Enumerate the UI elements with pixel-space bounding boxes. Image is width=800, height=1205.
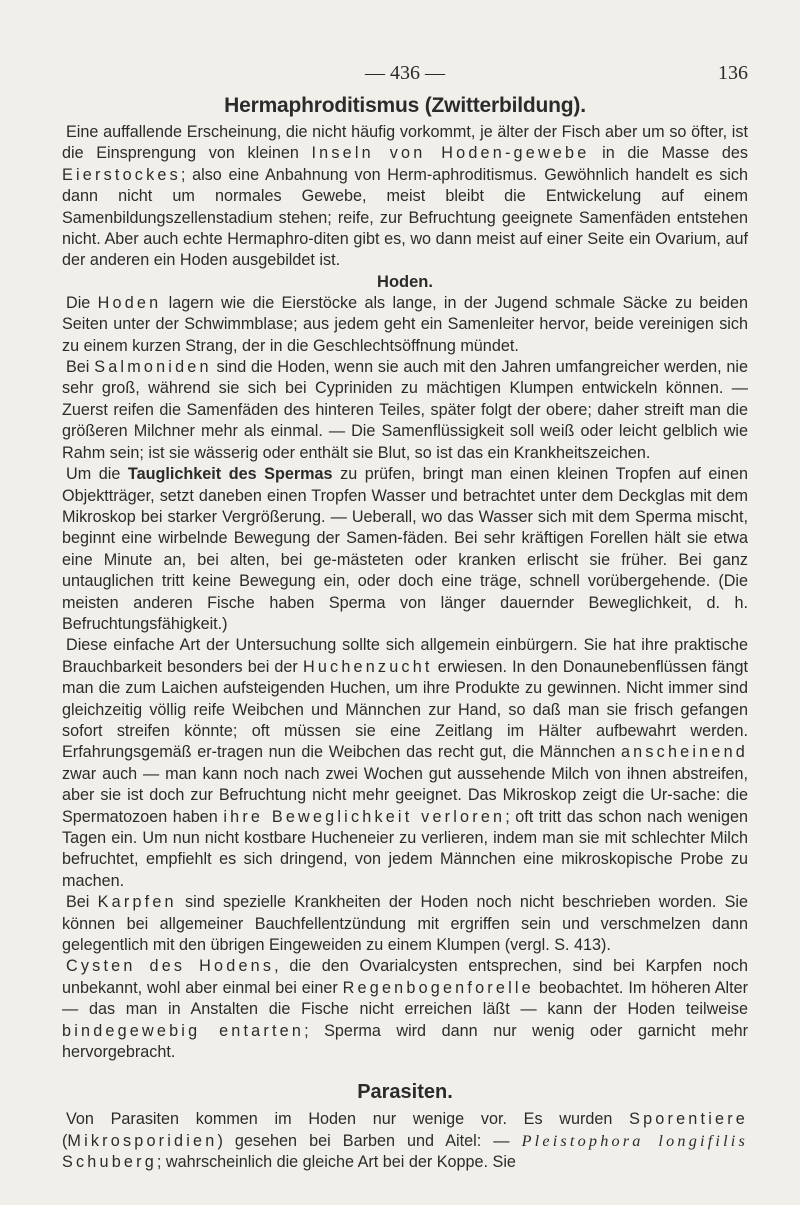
paragraph-cysten — [62, 956, 748, 1063]
spaced-term: Sporentiere — [629, 1110, 748, 1129]
text-run: ; also eine Anbahnung von Herm-aphroditismus. Gewöhnlich handelt es sich dann nicht um normales Gewebe, meist bleibt die Entwickelung auf einem Samenbildungszellenstadium stehen; reife, zur Befruchtung geeignete Samenfäden entstehen nicht. Aber auch echte Hermaphro-diten gibt es, wo dann meist auf einer Seite ein Ovarium, auf der anderen ein Hoden ausgebildet ist. — [62, 165, 748, 270]
text-run: Diese einfache Art der Untersuchung sollte sich allgemein einbürgern. Sie hat ihre praktische Brauchbarkeit besonders bei der — [62, 636, 748, 676]
paragraph-huchenzucht — [62, 635, 748, 892]
text-run: Die — [66, 293, 98, 312]
spaced-term: Huchenzucht — [302, 657, 433, 676]
text-run: Bei — [66, 893, 98, 912]
text-run: zwar auch — man kann noch nach zwei Wochen gut aussehende Milch von ihnen abstreifen, aber sie ist doch zur Befruchtung nicht mehr geeignet. Das Mikroskop zeigt die Ur-sache: die Spermatozoen haben — [62, 764, 748, 826]
spaced-term: ihre Beweglichkeit verloren — [223, 807, 506, 826]
spaced-term: anscheinend — [620, 743, 748, 762]
text-run: , die den Ovarialcysten entsprechen, sind bei Karpfen noch unbekannt, wohl aber einmal bei einer — [62, 957, 748, 997]
text-run: Bei — [66, 358, 95, 377]
text-run: Eine auffallende Erscheinung, die nicht häufig vorkommt, je älter der Fisch aber um so öfter, ist die Einsprengung von kleinen — [62, 123, 748, 163]
spaced-term: Karpfen — [97, 893, 177, 912]
spaced-term: Regenbogenforelle — [342, 978, 534, 997]
page-number-center: — 436 — — [365, 62, 445, 84]
paragraph-parasiten — [62, 1109, 748, 1173]
spaced-term: Hoden — [97, 293, 162, 312]
bold-term: Tauglichkeit des Spermas — [127, 465, 333, 484]
text-run: Von Parasiten kommen im Hoden nur wenige vor. Es wurden — [66, 1110, 630, 1129]
text-run: sind die Hoden, wenn sie auch mit den Jahren umfangreicher werden, nie sehr groß, während sie sich bei Cypriniden zu mächtigen Klumpen entwickeln können. — Zuerst reifen die Samenfäden des hinteren Teiles, später folgt der obere; daher streift man die größeren Milchner mehr als einmal. — Die Samenflüssigkeit soll weiß oder leicht gelblich wie Rahm sein; ist sie wässerig oder enthält sie Blut, so ist das ein Krankheitszeichen. — [62, 358, 748, 462]
spaced-term: Eierstockes — [62, 165, 181, 184]
text-run: ; oft tritt das schon nach wenigen Tagen ein. Um nun nicht kostbare Hucheneier zu verlieren, indem man sie mit schlechter Milch befruchtet, empfiehlt es sich dringend, von jedem Männchen eine mikroskopische Probe zu machen. — [62, 807, 749, 890]
text-run: beobachtet. Im höheren Alter — das man in Anstalten die Fische nicht erreichen läßt — kann der Hoden teilweise — [62, 978, 748, 1019]
spaced-term: Inseln von Hoden-gewebe — [311, 144, 590, 163]
text-run: sind spezielle Krankheiten der Hoden noch nicht beschrieben worden. Sie können bei allgemeiner Bauchfellentzündung mit ergriffen sein und verschmelzen dann gelegentlich mit den übrigen Eingeweiden zu einem Klumpen (vergl. S. 413). — [62, 893, 748, 955]
subheading-hoden: Hoden. — [377, 272, 433, 291]
spaced-term: bindegewebig entarten — [62, 1021, 305, 1040]
text-run: ( — [62, 1131, 68, 1150]
paragraph-karpfen — [62, 892, 748, 956]
species-name: Pleistophora longifilis — [521, 1131, 748, 1150]
spaced-term: Schuberg — [62, 1153, 157, 1172]
page-number-right: 136 — [718, 62, 748, 84]
paragraph-salmoniden — [62, 357, 748, 464]
page-header — [62, 62, 748, 86]
paragraph-tauglichkeit — [62, 464, 748, 635]
spaced-term: Cysten des Hodens — [66, 957, 275, 976]
text-run: in die Masse des — [589, 144, 749, 163]
paragraph-hoden — [62, 293, 748, 357]
spaced-term: Salmoniden — [94, 358, 212, 377]
paragraph-hermaphroditism — [62, 122, 748, 272]
text-run: zu prüfen, bringt man einen kleinen Tropfen auf einen Objektträger, setzt daneben einen Tropfen Wasser und betrachtet unter dem Deckglas mit dem Mikroskop bei starker Vergrößerung. — Ueberall, wo das Wasser sich mit dem Sperma mischt, beginnt eine wirbelnde Bewegung der Samen-fäden. Bei sehr kräftigen Forellen hält sie etwa eine Minute an, bei alten, bei ge-mästeten oder kranken erlischt sie früher. Bei ganz untauglichen tritt keine Bewegung ein, oder doch eine träge, schnell vorübergehende. (Die meisten anderen Fische haben Sperma von länger dauernder Beweglichkeit, d. h. Befruchtungsfähigkeit.) — [62, 465, 748, 633]
subheading-parasiten: Parasiten. — [357, 1081, 453, 1104]
text-run: erwiesen. In den Donaunebenflüssen fängt man die zum Laichen aufsteigenden Huchen, um ihre Produkte zu gewinnen. Nicht immer sind gleichzeitig völlig reife Weibchen und Männchen zur Hand, so daß man sie frisch gefangen sofort streifen könnte; oft müssen sie eine Zeitlang im Hälter aufbewahrt werden. Erfahrungsgemäß er-tragen nun die Weibchen das recht gut, die Männchen — [62, 657, 748, 762]
section-title: Hermaphroditismus (Zwitterbildung). — [224, 94, 586, 117]
text-run: ; Sperma wird dann nur wenig oder garnicht mehr hervorgebracht. — [62, 1021, 748, 1062]
text-run: ) gesehen bei Barben und Aitel: — — [217, 1131, 522, 1150]
spaced-term: Mikrosporidien — [67, 1131, 218, 1150]
text-run: Um die — [66, 465, 128, 484]
text-run: lagern wie die Eierstöcke als lange, in der Jugend schmale Säcke zu beiden Seiten unter der Schwimmblase; aus jedem geht ein Samenleiter hervor, beide vereinigen sich zu einem kurzen Strang, der in die Geschlechtsöffnung mündet. — [62, 293, 748, 355]
text-run: ; wahrscheinlich die gleiche Art bei der Koppe. Sie — [156, 1153, 516, 1172]
page-body — [62, 92, 748, 1174]
